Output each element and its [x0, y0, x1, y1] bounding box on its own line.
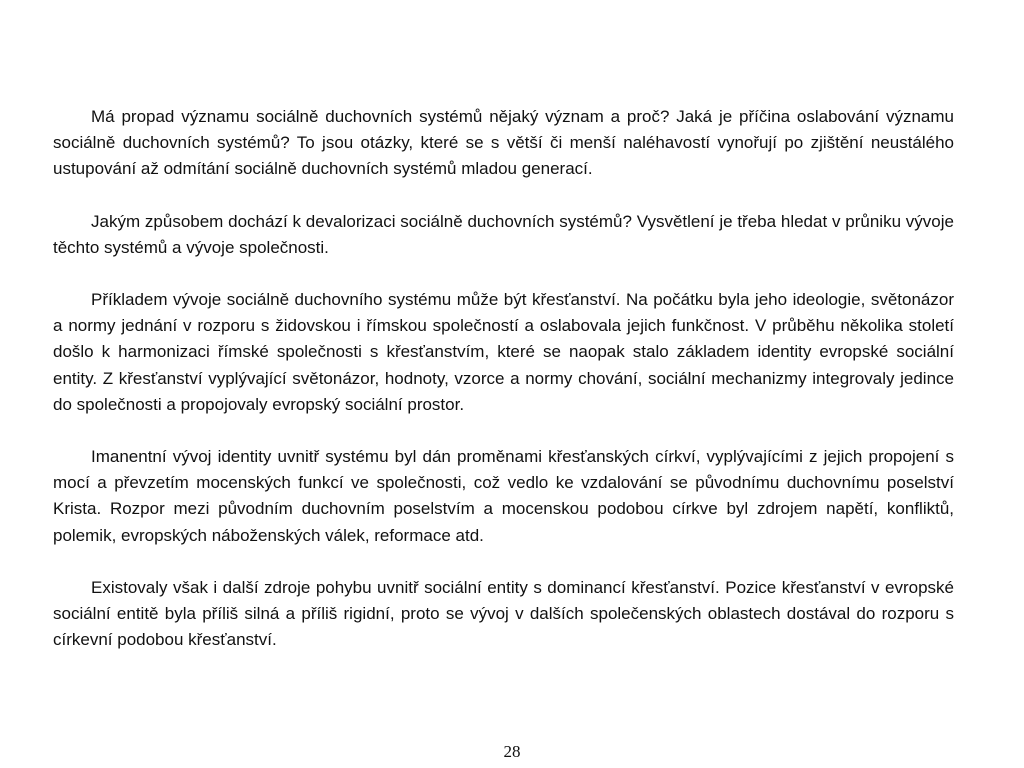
paragraph: Imanentní vývoj identity uvnitř systému byl dán proměnami křesťanských církví, vyplývajícími z jejich propojení s mocí a převzetím mocenských funkcí ve společnosti, což vedlo ke vzdalování se původnímu duchovnímu poselství Krista. Rozpor mezi původním duchovním poselstvím a mocenskou podobou církve byl zdrojem napětí, konfliktů, polemik, evropských náboženských válek, reformace atd.: [53, 447, 954, 545]
paragraph: Existovaly však i další zdroje pohybu uvnitř sociální entity s dominancí křesťanství. Pozice křesťanství v evropské sociální entitě byla příliš silná a příliš rigidní, proto se vývoj v dalších společenských oblastech dostával do rozporu s církevní podobou křesťanství.: [53, 577, 954, 650]
document-body: [53, 104, 954, 653]
page-number: 28: [503, 742, 521, 761]
paragraph: Má propad významu sociálně duchovních systémů nějaký význam a proč? Jaká je příčina oslabování významu sociálně duchovních systémů? To jsou otázky, které se s větší či menší naléhavostí vynořují po zjištění neustálého ustupování až odmítání sociálně duchovních systémů mladou generací.: [53, 107, 954, 179]
paragraph: Jakým způsobem dochází k devalorizaci sociálně duchovních systémů? Vysvětlení je třeba hledat v průniku vývoje těchto systémů a vývoje společnosti.: [53, 211, 954, 257]
paragraph: Příkladem vývoje sociálně duchovního systému může být křesťanství. Na počátku byla jeho ideologie, světonázor a normy jednání v rozporu s židovskou i římskou společností a oslabovala jejich funkčnost. V průběhu několika století došlo k harmonizaci římské společnosti s křesťanstvím, které se naopak stalo základem identity evropské sociální entity. Z křesťanství vyplývající světonázor, hodnoty, vzorce a normy chování, sociální mechanizmy integrovaly jedince do společnosti a propojovaly evropský sociální prostor.: [53, 290, 954, 414]
